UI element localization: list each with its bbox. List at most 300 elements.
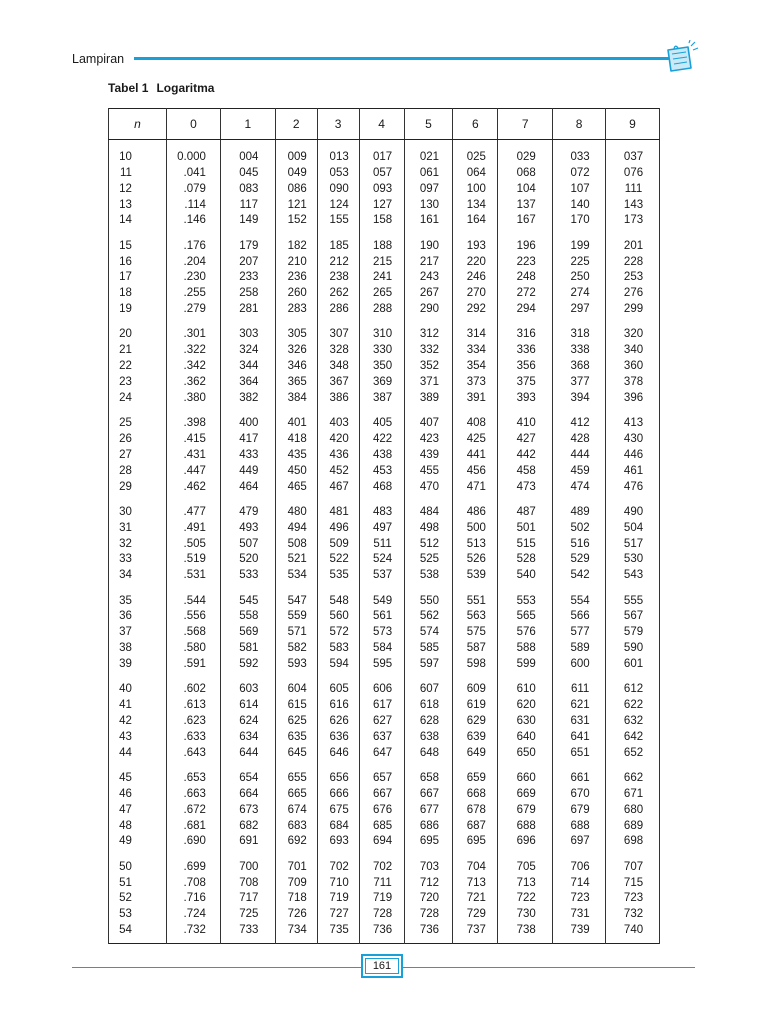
table-cell-value: 533 xyxy=(239,569,259,582)
table-cell-value: 38 xyxy=(119,642,132,655)
table-cell-value: 641 xyxy=(570,730,590,743)
table-cell-value: 236 xyxy=(287,271,307,284)
table-cell-value: 693 xyxy=(329,835,349,848)
table-cell-value: 196 xyxy=(516,239,536,252)
table-cell-col-3 xyxy=(317,229,359,318)
table-cell-value: 057 xyxy=(372,166,393,179)
table-cell-value: .531 xyxy=(183,569,206,582)
table-cell-value: 097 xyxy=(419,182,440,195)
table-cell-value: 701 xyxy=(287,860,307,873)
table-cell-col-9 xyxy=(606,584,660,673)
table-cell-value: 639 xyxy=(466,730,486,743)
table-cell-value: 588 xyxy=(516,642,536,655)
table-cell-value: 658 xyxy=(419,772,440,785)
table-cell-col-5 xyxy=(404,229,453,318)
table-cell-value: 117 xyxy=(239,198,258,211)
table-cell-value: 714 xyxy=(570,876,590,889)
table-cell-value: 610 xyxy=(516,683,536,696)
table-cell-value: 565 xyxy=(516,610,536,623)
table-cell-col-4 xyxy=(359,407,404,496)
table-cell-value: 369 xyxy=(372,375,393,388)
table-cell-value: 30 xyxy=(119,505,132,518)
table-cell-value: 430 xyxy=(623,433,644,445)
table-cell-value: 52 xyxy=(119,892,132,905)
table-cell-value: 179 xyxy=(239,239,259,252)
table-cell-value: 25 xyxy=(119,417,132,430)
table-cell-value: 41 xyxy=(119,699,132,712)
table-cell-value: 563 xyxy=(466,610,486,623)
table-cell-value: 617 xyxy=(372,699,393,712)
table-cell-value: .041 xyxy=(183,166,206,179)
table-cell-value: 365 xyxy=(287,375,307,388)
table-cell-value: 386 xyxy=(329,391,349,404)
table-cell-value: .602 xyxy=(183,683,206,696)
table-cell-value: 598 xyxy=(466,657,486,670)
table-cell-value: .643 xyxy=(183,746,206,759)
table-cell-value: 53 xyxy=(119,908,132,921)
table-cell-value: 348 xyxy=(329,360,349,373)
table-cell-col-6 xyxy=(453,318,498,407)
table-cell-value: 686 xyxy=(419,819,440,832)
table-cell-value: 292 xyxy=(466,303,486,316)
table-cell-value: 017 xyxy=(372,151,393,163)
table-cell-value: 721 xyxy=(466,892,486,905)
table-cell-value: 193 xyxy=(466,239,486,252)
column-header-6: 6 xyxy=(453,109,498,140)
table-cell-value: 607 xyxy=(419,683,440,696)
table-cell-value: 593 xyxy=(287,657,307,670)
table-cell-col-6 xyxy=(453,584,498,673)
table-cell-value: 632 xyxy=(623,715,644,727)
table-cell-value: 498 xyxy=(419,521,440,534)
table-cell-value: 685 xyxy=(372,819,393,832)
table-cell-value: 655 xyxy=(287,772,307,785)
table-cell-value: 719 xyxy=(329,892,349,905)
table-cell-value: 297 xyxy=(570,303,590,316)
table-cell-value: 659 xyxy=(466,772,486,785)
table-cell-value: 435 xyxy=(287,448,307,461)
table-cell-value: 004 xyxy=(239,151,259,163)
table-cell-value: 290 xyxy=(419,303,440,316)
table-caption xyxy=(108,81,214,95)
table-cell-value: 161 xyxy=(419,214,440,227)
table-cell-value: 439 xyxy=(419,448,440,461)
table-cell-col-5 xyxy=(404,140,453,230)
table-cell-value: 704 xyxy=(466,860,486,873)
table-cell-value: 182 xyxy=(287,239,307,252)
table-cell-value: 29 xyxy=(119,480,132,493)
table-cell-value: 262 xyxy=(329,287,349,300)
table-header-row xyxy=(109,109,660,140)
table-cell-col-1 xyxy=(220,229,275,318)
table-cell-value: 642 xyxy=(623,730,644,743)
table-cell-col-3 xyxy=(317,584,359,673)
table-cell-col-3 xyxy=(317,140,359,230)
table-cell-value: 622 xyxy=(623,699,644,712)
table-cell-value: 738 xyxy=(516,924,536,937)
table-cell-value: 739 xyxy=(570,924,590,937)
table-cell-col-7 xyxy=(498,495,553,584)
table-cell-col-7 xyxy=(498,140,553,230)
table-cell-value: 228 xyxy=(623,255,644,268)
table-cell-value: 455 xyxy=(419,464,440,477)
table-cell-n xyxy=(109,407,167,496)
table-cell-value: 732 xyxy=(623,908,644,921)
table-cell-value: 634 xyxy=(239,730,259,743)
table-cell-value: 630 xyxy=(516,715,536,727)
table-cell-value: 618 xyxy=(419,699,440,712)
table-cell-value: 13 xyxy=(119,198,132,211)
table-cell-value: 535 xyxy=(329,569,349,582)
page-number-box xyxy=(361,954,403,978)
table-cell-value: 093 xyxy=(372,182,393,195)
table-cell-value: 631 xyxy=(570,715,590,727)
table-cell-value: .556 xyxy=(183,610,206,623)
table-cell-col-4 xyxy=(359,762,404,851)
table-cell-value: 328 xyxy=(329,344,349,357)
table-cell-value: 009 xyxy=(287,151,307,163)
table-cell-value: 626 xyxy=(329,715,349,727)
table-cell-col-8 xyxy=(553,495,606,584)
table-cell-col-7 xyxy=(498,673,553,762)
table-cell-value: 646 xyxy=(329,746,349,759)
column-header-3: 3 xyxy=(317,109,359,140)
table-cell-value: .681 xyxy=(183,819,206,832)
table-cell-value: 248 xyxy=(516,271,536,284)
table-cell-value: 468 xyxy=(372,480,393,493)
table-cell-value: 350 xyxy=(372,360,393,373)
table-cell-value: .342 xyxy=(183,360,206,373)
table-cell-value: 474 xyxy=(570,480,590,493)
table-cell-value: 403 xyxy=(329,417,349,430)
table-cell-col-4 xyxy=(359,673,404,762)
table-cell-value: 49 xyxy=(119,835,132,848)
table-row-group xyxy=(109,140,660,230)
table-cell-value: 418 xyxy=(287,433,307,445)
table-cell-value: 628 xyxy=(419,715,440,727)
table-cell-col-7 xyxy=(498,229,553,318)
table-cell-value: 387 xyxy=(372,391,393,404)
table-cell-col-8 xyxy=(553,140,606,230)
table-cell-col-5 xyxy=(404,407,453,496)
table-cell-value: 090 xyxy=(329,182,349,195)
table-cell-value: 107 xyxy=(570,182,590,195)
table-cell-value: 555 xyxy=(623,594,644,607)
table-cell-col-8 xyxy=(553,407,606,496)
table-cell-value: 524 xyxy=(372,553,393,566)
table-cell-value: .699 xyxy=(183,860,206,873)
table-cell-col-9 xyxy=(606,318,660,407)
table-row-group xyxy=(109,584,660,673)
table-cell-value: 567 xyxy=(623,610,644,623)
table-cell-value: 689 xyxy=(623,819,644,832)
table-cell-value: 428 xyxy=(570,433,590,445)
table-cell-value: 668 xyxy=(466,787,486,800)
column-header-5: 5 xyxy=(404,109,453,140)
table-cell-value: 609 xyxy=(466,683,486,696)
table-cell-value: 340 xyxy=(623,344,644,357)
table-cell-col-9 xyxy=(606,850,660,943)
table-cell-value: 330 xyxy=(372,344,393,357)
table-cell-col-0 xyxy=(166,407,220,496)
table-cell-value: 155 xyxy=(329,214,349,227)
table-cell-value: 545 xyxy=(239,594,259,607)
table-cell-value: 188 xyxy=(372,239,393,252)
table-cell-value: 665 xyxy=(287,787,307,800)
table-cell-value: 130 xyxy=(419,198,440,211)
table-cell-value: 722 xyxy=(516,892,536,905)
table-cell-value: 601 xyxy=(623,657,644,670)
table-cell-value: 712 xyxy=(419,876,440,889)
table-cell-value: 720 xyxy=(419,892,440,905)
column-header-n: n xyxy=(109,109,167,140)
table-cell-value: 013 xyxy=(329,151,349,163)
table-cell-value: 612 xyxy=(623,683,644,696)
table-cell-col-5 xyxy=(404,495,453,584)
table-cell-value: 45 xyxy=(119,772,132,785)
table-cell-value: 377 xyxy=(570,375,590,388)
table-cell-value: 542 xyxy=(570,569,590,582)
table-cell-value: .544 xyxy=(183,594,206,607)
table-cell-value: 549 xyxy=(372,594,393,607)
table-cell-value: 307 xyxy=(329,328,349,341)
table-cell-value: 167 xyxy=(516,214,536,227)
table-cell-col-0 xyxy=(166,318,220,407)
table-cell-value: 12 xyxy=(119,182,132,195)
table-cell-value: 710 xyxy=(329,876,349,889)
table-cell-value: 736 xyxy=(419,924,440,937)
table-row-group xyxy=(109,318,660,407)
table-cell-col-3 xyxy=(317,850,359,943)
table-cell-value: 185 xyxy=(329,239,349,252)
table-cell-col-4 xyxy=(359,584,404,673)
table-cell-value: 515 xyxy=(516,537,536,550)
table-cell-value: 164 xyxy=(466,214,486,227)
table-cell-value: 39 xyxy=(119,657,132,670)
table-cell-value: 734 xyxy=(287,924,307,937)
table-cell-value: .146 xyxy=(183,214,206,227)
table-cell-col-5 xyxy=(404,584,453,673)
table-cell-value: .380 xyxy=(183,391,206,404)
table-cell-value: 427 xyxy=(516,433,536,445)
table-cell-col-1 xyxy=(220,762,275,851)
table-cell-value: 615 xyxy=(287,699,307,712)
column-header-4: 4 xyxy=(359,109,404,140)
table-cell-value: 645 xyxy=(287,746,307,759)
table-cell-value: 667 xyxy=(419,787,440,800)
table-cell-value: 10 xyxy=(119,151,132,163)
table-cell-value: 684 xyxy=(329,819,349,832)
table-cell-value: 585 xyxy=(419,642,440,655)
table-cell-value: 624 xyxy=(239,715,259,727)
table-cell-value: 521 xyxy=(287,553,307,566)
table-cell-value: 47 xyxy=(119,803,132,816)
table-cell-value: 40 xyxy=(119,683,132,696)
table-row-group xyxy=(109,229,660,318)
table-cell-value: 583 xyxy=(329,642,349,655)
table-cell-value: 225 xyxy=(570,255,590,268)
table-cell-col-9 xyxy=(606,229,660,318)
table-cell-value: 408 xyxy=(466,417,486,430)
table-cell-col-0 xyxy=(166,850,220,943)
table-cell-value: 600 xyxy=(570,657,590,670)
table-cell-col-8 xyxy=(553,584,606,673)
table-cell-value: .114 xyxy=(184,198,206,211)
table-cell-value: 616 xyxy=(329,699,349,712)
table-cell-value: 465 xyxy=(287,480,307,493)
column-header-1: 1 xyxy=(220,109,275,140)
table-cell-value: 550 xyxy=(419,594,440,607)
table-cell-value: 286 xyxy=(329,303,349,316)
table-cell-value: 726 xyxy=(287,908,307,921)
table-cell-value: 332 xyxy=(419,344,440,357)
table-cell-value: 320 xyxy=(623,328,644,341)
table-cell-value: 241 xyxy=(372,271,393,284)
table-cell-col-9 xyxy=(606,762,660,851)
table-cell-value: 344 xyxy=(239,360,259,373)
table-cell-value: 436 xyxy=(329,448,349,461)
table-cell-value: 21 xyxy=(119,344,132,357)
table-cell-value: 675 xyxy=(329,803,349,816)
table-cell-value: 595 xyxy=(372,657,393,670)
table-cell-value: 561 xyxy=(372,610,393,623)
table-cell-col-8 xyxy=(553,762,606,851)
table-cell-value: 170 xyxy=(570,214,590,227)
table-cell-col-7 xyxy=(498,850,553,943)
table-cell-col-0 xyxy=(166,762,220,851)
table-cell-value: 149 xyxy=(239,214,259,227)
table-cell-value: 635 xyxy=(287,730,307,743)
table-row-group xyxy=(109,407,660,496)
table-cell-n xyxy=(109,762,167,851)
table-cell-value: 727 xyxy=(329,908,349,921)
table-cell-value: 19 xyxy=(119,303,132,316)
table-cell-value: 458 xyxy=(516,464,536,477)
table-cell-col-0 xyxy=(166,495,220,584)
table-cell-col-3 xyxy=(317,762,359,851)
table-cell-value: 709 xyxy=(287,876,307,889)
table-cell-value: 025 xyxy=(466,151,486,163)
table-cell-value: 16 xyxy=(119,255,132,268)
table-cell-value: 735 xyxy=(329,924,349,937)
table-cell-value: 267 xyxy=(419,287,440,300)
table-cell-value: 288 xyxy=(372,303,393,316)
table-cell-col-2 xyxy=(275,495,317,584)
table-cell-value: 661 xyxy=(570,772,590,785)
table-cell-value: 15 xyxy=(119,239,132,252)
table-cell-value: 064 xyxy=(466,166,486,179)
table-cell-value: 50 xyxy=(119,860,132,873)
table-cell-value: 438 xyxy=(372,448,393,461)
table-cell-value: 718 xyxy=(287,892,307,905)
table-cell-value: 207 xyxy=(239,255,259,268)
table-cell-value: 305 xyxy=(287,328,307,341)
table-cell-value: 713 xyxy=(466,876,486,889)
table-cell-value: 543 xyxy=(623,569,644,582)
table-caption-title: Logaritma xyxy=(156,81,215,95)
table-cell-value: 487 xyxy=(516,505,536,518)
table-cell-value: 412 xyxy=(570,417,590,430)
table-cell-value: 111 xyxy=(624,182,643,195)
table-cell-value: .176 xyxy=(183,239,206,252)
table-caption-label: Tabel 1 xyxy=(108,81,149,95)
table-cell-value: 43 xyxy=(119,730,132,743)
table-cell-value: 338 xyxy=(570,344,590,357)
table-cell-value: 688 xyxy=(570,819,590,832)
table-cell-col-1 xyxy=(220,140,275,230)
table-cell-value: 625 xyxy=(287,715,307,727)
table-cell-value: 17 xyxy=(119,271,132,284)
table-cell-col-4 xyxy=(359,229,404,318)
table-cell-value: 494 xyxy=(287,521,307,534)
table-cell-value: 649 xyxy=(466,746,486,759)
table-cell-value: .663 xyxy=(183,787,206,800)
table-cell-value: 476 xyxy=(623,480,644,493)
table-cell-value: 34 xyxy=(119,569,132,582)
table-cell-value: 0.000 xyxy=(177,151,206,163)
table-cell-value: 215 xyxy=(372,255,393,268)
column-header-2: 2 xyxy=(275,109,317,140)
table-cell-value: 725 xyxy=(239,908,259,921)
table-cell-value: 352 xyxy=(419,360,440,373)
table-cell-value: 589 xyxy=(570,642,590,655)
table-cell-value: 526 xyxy=(466,553,486,566)
table-cell-value: .623 xyxy=(183,715,206,727)
table-cell-value: 11 xyxy=(120,166,132,179)
table-cell-col-1 xyxy=(220,584,275,673)
table-cell-value: 223 xyxy=(516,255,536,268)
table-cell-value: 507 xyxy=(239,537,259,550)
table-cell-value: 560 xyxy=(329,610,349,623)
table-cell-value: 619 xyxy=(466,699,486,712)
table-cell-value: 121 xyxy=(287,198,307,211)
table-cell-value: 18 xyxy=(119,287,132,300)
table-cell-value: 36 xyxy=(119,610,132,623)
table-cell-value: 423 xyxy=(419,433,440,445)
table-cell-value: 238 xyxy=(329,271,349,284)
table-cell-value: 470 xyxy=(419,480,440,493)
table-cell-value: 647 xyxy=(372,746,393,759)
table-cell-value: 597 xyxy=(419,657,440,670)
table-cell-value: 680 xyxy=(623,803,644,816)
table-cell-value: 452 xyxy=(329,464,349,477)
table-cell-col-0 xyxy=(166,140,220,230)
table-cell-value: 620 xyxy=(516,699,536,712)
table-cell-value: .462 xyxy=(183,480,206,493)
table-cell-value: 382 xyxy=(239,391,259,404)
table-cell-value: 688 xyxy=(516,819,536,832)
table-cell-col-2 xyxy=(275,673,317,762)
table-row-group xyxy=(109,762,660,851)
table-cell-value: 711 xyxy=(373,876,392,889)
table-cell-value: 728 xyxy=(372,908,393,921)
table-cell-value: 664 xyxy=(239,787,259,800)
table-cell-value: 072 xyxy=(570,166,590,179)
table-cell-value: 400 xyxy=(239,417,259,430)
table-row-group xyxy=(109,495,660,584)
table-cell-value: 644 xyxy=(239,746,259,759)
table-cell-value: 678 xyxy=(466,803,486,816)
table-cell-value: 700 xyxy=(239,860,259,873)
table-cell-value: .322 xyxy=(183,344,206,357)
table-cell-col-6 xyxy=(453,229,498,318)
table-cell-value: 28 xyxy=(119,464,132,477)
table-cell-col-3 xyxy=(317,318,359,407)
table-cell-col-4 xyxy=(359,850,404,943)
table-cell-value: 299 xyxy=(623,303,644,316)
table-cell-value: .716 xyxy=(183,892,206,905)
table-cell-value: 559 xyxy=(287,610,307,623)
